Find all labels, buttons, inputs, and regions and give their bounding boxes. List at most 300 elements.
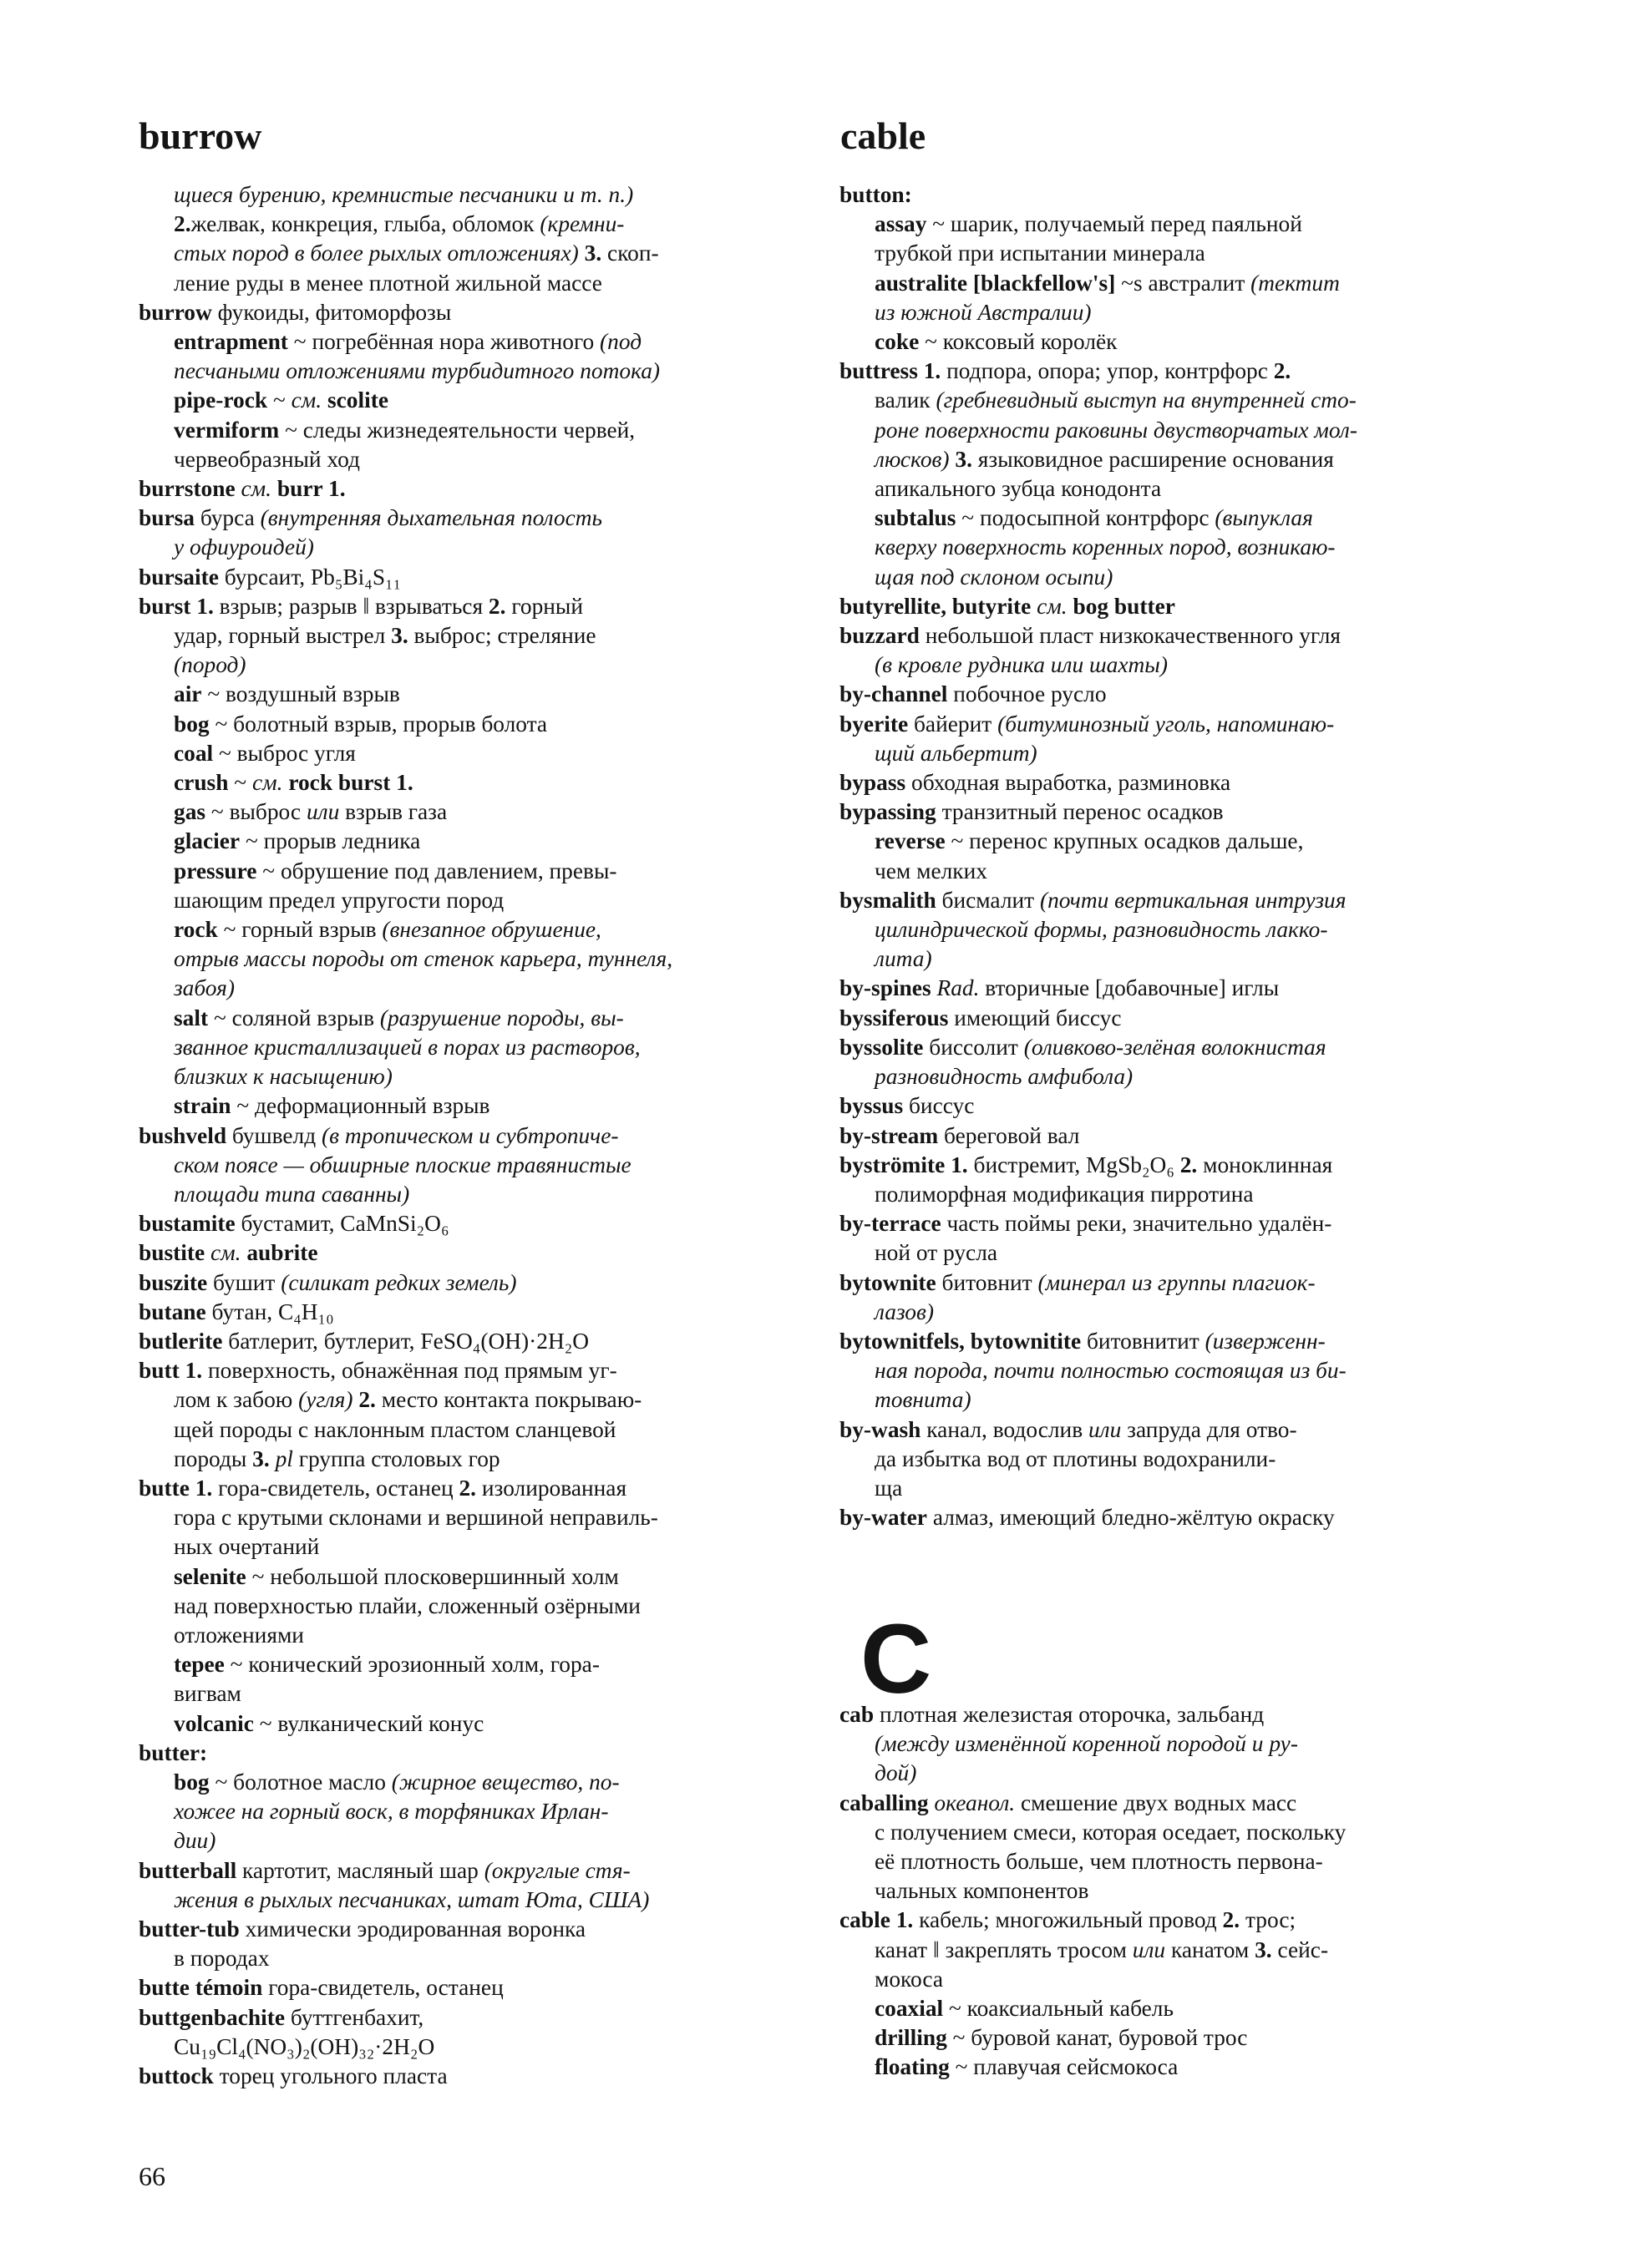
headword: byssus [839, 1093, 904, 1119]
entry-line [839, 797, 1499, 827]
entry-line [139, 1445, 799, 1474]
definition-text [205, 1240, 210, 1265]
definition-text: трубкой при испытании минерала [875, 240, 1205, 266]
headword: reverse [875, 828, 946, 854]
headword: butane [139, 1299, 206, 1324]
entry-line [139, 1062, 799, 1091]
definition-text: поверхность, обнажённая под прямым уг- [202, 1358, 617, 1384]
headword: butte témoin [139, 1975, 263, 2001]
italic-gloss: цилиндрической формы, разновидность лакко- [875, 917, 1328, 943]
entry-line [139, 1768, 799, 1797]
entry-line [139, 1886, 799, 1915]
definition-text: бушит [207, 1269, 281, 1295]
entry-line [839, 1298, 1499, 1327]
definition-text: горный [505, 593, 583, 619]
entry-line [839, 915, 1499, 944]
italic-gloss: ная порода, почти полностью состоящая из би- [875, 1358, 1347, 1384]
definition-text: сейс- [1271, 1936, 1329, 1962]
definition-text: запруда для отво- [1121, 1416, 1297, 1442]
italic-gloss: см. [241, 476, 272, 502]
headword: butt 1. [139, 1358, 203, 1384]
definition-text: ~ болотное масло [209, 1769, 392, 1795]
entry-line [839, 1327, 1499, 1356]
headword: burst 1. [139, 593, 214, 619]
entry-line [839, 474, 1499, 504]
headword: 3. [955, 446, 972, 472]
italic-gloss: (минерал из группы плагиок- [1037, 1269, 1316, 1295]
entry-line [139, 592, 799, 621]
headword: burrow [139, 299, 212, 325]
italic-gloss: (под [600, 329, 642, 355]
italic-gloss: (тектит [1250, 270, 1340, 296]
definition-text: ~ деформационный взрыв [231, 1093, 490, 1119]
left-running-head: burrow [139, 114, 262, 157]
headword: bog butter [1067, 593, 1175, 619]
entry-line [839, 974, 1499, 1003]
entry-line [139, 1385, 799, 1415]
italic-gloss: площади типа саванны) [174, 1181, 410, 1207]
entry-line [839, 1994, 1499, 2023]
entry-line [839, 298, 1499, 327]
entry-line [839, 1789, 1499, 1818]
headword: bytownitfels, bytownitite [839, 1328, 1082, 1354]
definition-text [270, 1446, 276, 1471]
italic-gloss: (разрушение породы, вы- [379, 1005, 624, 1030]
entry-line [139, 739, 799, 768]
definition-text: ных очертаний [174, 1534, 320, 1560]
entry-line [839, 1238, 1499, 1268]
headword: selenite [174, 1563, 246, 1589]
headword: air [174, 681, 202, 707]
definition-text: картотит, масляный шар [236, 1857, 484, 1883]
italic-gloss: (кремни- [540, 211, 625, 237]
entry-line [139, 210, 799, 239]
entry-line [139, 710, 799, 739]
italic-gloss: щая под склоном осыпи) [875, 564, 1113, 590]
entry-line [839, 239, 1499, 268]
entry-line [839, 210, 1499, 239]
entry-line [139, 857, 799, 886]
definition-text: ~ [267, 387, 292, 413]
definition-text: плотная железистая оторочка, зальбанд [874, 1702, 1265, 1727]
headword: bytownite [839, 1269, 936, 1295]
definition-text: валик [875, 387, 936, 413]
headword: by-wash [839, 1416, 921, 1442]
entry-line [839, 1936, 1499, 1965]
definition-text: ~ [228, 770, 252, 796]
definition-text: ~ воздушный взрыв [201, 681, 400, 707]
entry-line [839, 1700, 1499, 1729]
definition-text: бушвелд [226, 1122, 322, 1148]
entry-line [839, 621, 1499, 651]
headword: 3. [1255, 1936, 1272, 1962]
italic-gloss: щиеся бурению, кремнистые песчаники и т. п.) [174, 182, 634, 207]
headword: 2. [352, 1387, 376, 1413]
entry-line [839, 1415, 1499, 1445]
definition-text: ~ конический эрозионный холм, гора- [224, 1652, 600, 1678]
headword: glacier [174, 828, 241, 854]
definition-text: кабель; многожильный провод [913, 1907, 1223, 1933]
italic-gloss: ском поясе — обширные плоские травянистые [174, 1152, 631, 1177]
headword: crush [174, 770, 229, 796]
definition-text: торец угольного пласта [213, 2063, 448, 2088]
headword: coaxial [875, 1996, 944, 2022]
headword: buttgenbachite [139, 2004, 286, 2030]
entry-line [839, 592, 1499, 621]
headword: 3. [252, 1445, 270, 1471]
headword: cable 1. [839, 1907, 914, 1933]
italic-gloss: или [1088, 1416, 1122, 1442]
entry-line [839, 768, 1499, 797]
italic-gloss: забоя) [174, 975, 235, 1001]
definition-text: скоп- [601, 240, 659, 266]
entry-line [839, 1847, 1499, 1876]
italic-gloss: см. [251, 770, 283, 796]
entry-line [839, 327, 1499, 357]
definition-text: ~ коксовый королёк [919, 329, 1118, 355]
definition-text: над поверхностью плайи, сложенный озёрными [174, 1592, 641, 1618]
italic-gloss: или [306, 799, 340, 825]
definition-text: отложениями [174, 1622, 304, 1648]
headword: burr 1. [271, 476, 346, 502]
entry-line [139, 1209, 799, 1238]
italic-gloss: (внутренняя дыхательная полость [260, 505, 603, 531]
definition-text: да избытка вод от плотины водохранили- [875, 1445, 1276, 1471]
entry-line [139, 298, 799, 327]
italic-gloss: дии) [174, 1828, 216, 1854]
italic-gloss: щий альбертит) [875, 740, 1037, 766]
entry-line [839, 857, 1499, 886]
headword: butterball [139, 1857, 237, 1883]
definition-text: биссолит [923, 1034, 1024, 1060]
headword: 2. [488, 593, 506, 619]
entry-line [139, 680, 799, 709]
entry-line [139, 974, 799, 1003]
definition-text: бустамит, CaMnSi₂O₆ [235, 1211, 449, 1237]
entry-line [139, 1327, 799, 1356]
entry-line [839, 1503, 1499, 1532]
headword: aubrite [241, 1240, 318, 1266]
headword: tepee [174, 1652, 225, 1678]
headword: bustamite [139, 1211, 236, 1237]
entry-line [839, 1091, 1499, 1121]
headword: butlerite [139, 1328, 223, 1354]
definition-text: ща [875, 1475, 903, 1501]
headword: vermiform [174, 417, 280, 443]
definition-text [236, 476, 241, 501]
headword: strain [174, 1093, 231, 1119]
headword: bysmalith [839, 887, 936, 913]
headword: bursaite [139, 564, 219, 590]
definition-text: смешение двух водных масс [1015, 1790, 1297, 1815]
entry-line [139, 886, 799, 915]
entry-line [139, 1739, 799, 1768]
definition-text: ~ небольшой плосковершинный холм [246, 1563, 619, 1589]
italic-gloss: люсков) [875, 446, 956, 472]
headword: volcanic [174, 1710, 254, 1736]
entry-line [139, 1650, 799, 1679]
headword: byssiferous [839, 1005, 949, 1030]
entry-line [139, 1298, 799, 1327]
entry-line [139, 1356, 799, 1385]
entry-line [839, 1356, 1499, 1385]
italic-gloss: (пород) [174, 652, 246, 678]
headword: buttress 1. [839, 358, 941, 384]
definition-text: удар, горный выстрел [174, 623, 392, 649]
entry-line [139, 1268, 799, 1298]
entry-line [839, 504, 1499, 533]
entry-line [139, 386, 799, 415]
entry-line [139, 1592, 799, 1621]
headword: by-stream [839, 1122, 939, 1148]
definition-text: бисмалит [936, 887, 1040, 913]
entry-line [139, 1532, 799, 1562]
right-column-top [839, 180, 1499, 1532]
definition-text: ~ болотный взрыв, прорыв болота [209, 711, 548, 737]
definition-text: ление руды в менее плотной жильной массе [174, 270, 602, 296]
headword: caballing [839, 1790, 929, 1815]
headword: entrapment [174, 329, 288, 355]
entry-line [839, 1151, 1499, 1180]
entry-line [139, 533, 799, 562]
entry-line [839, 1965, 1499, 1994]
definition-text: чем мелких [875, 858, 987, 883]
definition-text: канат ‖ закреплять тросом [875, 1936, 1133, 1962]
italic-gloss: (битуминозный уголь, напоминаю- [997, 711, 1335, 737]
italic-gloss: см. [210, 1240, 241, 1266]
italic-gloss: дой) [875, 1760, 917, 1786]
entry-line [139, 2033, 799, 2062]
headword: button: [839, 182, 912, 207]
definition-text: группа столовых гор [292, 1445, 500, 1471]
entry-line [139, 1709, 799, 1739]
headword: coal [174, 740, 214, 766]
left-column [139, 180, 799, 2091]
definition-text: байерит [908, 711, 998, 737]
entry-line [839, 1906, 1499, 1935]
entry-line [839, 1121, 1499, 1151]
headword: butte 1. [139, 1475, 213, 1501]
entry-line [139, 445, 799, 474]
entry-line [139, 1238, 799, 1268]
page-number: 66 [139, 2161, 165, 2191]
definition-text: Cu₁₉Cl₄(NO₃)₂(OH)₃₂·2H₂O [174, 2033, 435, 2059]
italic-gloss: разновидность амфибола) [875, 1064, 1134, 1090]
headword: floating [875, 2054, 950, 2080]
entry-line [839, 1004, 1499, 1033]
headword: bursa [139, 505, 195, 531]
definition-text: ~ выброс угля [213, 740, 356, 766]
entry-line [139, 2062, 799, 2091]
definition-text: имеющий биссус [948, 1005, 1122, 1030]
headword: burrstone [139, 476, 236, 502]
entry-line [139, 797, 799, 827]
entry-line [839, 1445, 1499, 1474]
entry-line [139, 1121, 799, 1151]
definition-text: ~ погребённая нора животного [287, 329, 601, 355]
entry-line [139, 1151, 799, 1180]
entry-line [839, 416, 1499, 445]
right-running-head: cable [840, 114, 926, 157]
definition-text: её плотность больше, чем плотность первона- [875, 1849, 1323, 1875]
definition-text: бурсаит, Pb₅Bi₄S₁₁ [218, 564, 402, 590]
italic-gloss: кверху поверхность коренных пород, возникаю- [875, 534, 1336, 560]
definition-text: ~s австралит [1115, 270, 1251, 296]
italic-gloss: (гребневидный выступ на внутренней сто- [936, 387, 1357, 413]
definition-text: обходная выработка, разминовка [905, 770, 1231, 796]
definition-text: ~ перенос крупных осадков дальше, [945, 828, 1304, 854]
definition-text: вторичные [добавочные] иглы [979, 975, 1280, 1001]
entry-line [839, 445, 1499, 474]
definition-text: транзитный перенос осадков [936, 799, 1224, 825]
italic-gloss: (жирное вещество, по- [391, 1769, 620, 1795]
headword: bypass [839, 770, 906, 796]
definition-text: место контакта покрываю- [375, 1387, 642, 1413]
italic-gloss: (в тропическом и субтропиче- [321, 1122, 619, 1148]
entry-line [839, 1268, 1499, 1298]
definition-text: ~ коаксиальный кабель [943, 1996, 1174, 2022]
entry-line [839, 1818, 1499, 1847]
definition-text: изолированная [476, 1475, 627, 1501]
entry-line [839, 1474, 1499, 1503]
entry-line [839, 1759, 1499, 1788]
italic-gloss: (угля) [298, 1387, 353, 1413]
entry-line [139, 1562, 799, 1592]
headword: 2. [1222, 1907, 1240, 1933]
entry-line [139, 327, 799, 357]
headword: subtalus [875, 505, 956, 531]
entry-line [839, 386, 1499, 415]
headword: bypassing [839, 799, 936, 825]
headword: butter-tub [139, 1916, 240, 1941]
headword: 2. [1179, 1152, 1198, 1177]
entry-line [139, 1621, 799, 1650]
entry-line [139, 1826, 799, 1855]
definition-text: ~ соляной взрыв [208, 1005, 380, 1030]
definition-text: гора с крутыми склонами и вершиной неправиль- [174, 1505, 658, 1531]
headword: bushveld [139, 1122, 227, 1148]
entry-line [139, 504, 799, 533]
definition-text: с получением смеси, которая оседает, поскольку [875, 1819, 1347, 1845]
headword: byströmite 1. [839, 1152, 968, 1177]
headword: gas [174, 799, 206, 825]
italic-gloss: хожее на горный воск, в торфяниках Ирлан- [174, 1799, 609, 1825]
headword: salt [174, 1005, 209, 1030]
definition-text: ~ горный взрыв [217, 917, 383, 943]
definition-text: лом к забою [174, 1387, 299, 1413]
headword: 3. [584, 240, 602, 266]
headword: byssolite [839, 1034, 924, 1060]
definition-text: алмаз, имеющий бледно-жёлтую окраску [926, 1505, 1335, 1531]
entry-line [839, 1033, 1499, 1062]
headword: pressure [174, 858, 257, 883]
entry-line [139, 768, 799, 797]
definition-text: канал, водослив [921, 1416, 1088, 1442]
entry-line [139, 621, 799, 651]
entry-line [139, 651, 799, 680]
definition-text: шающим предел упругости пород [174, 887, 505, 913]
definition-text: гора-свидетель, останец [212, 1475, 459, 1501]
italic-gloss: pl [275, 1445, 293, 1471]
headword: 3. [391, 623, 408, 649]
entry-line [139, 2003, 799, 2033]
entry-line [139, 474, 799, 504]
entry-line [839, 2023, 1499, 2053]
entry-line [839, 1729, 1499, 1759]
definition-text: битовнитит [1081, 1328, 1205, 1354]
headword: scolite [322, 387, 388, 413]
headword: pipe-rock [174, 387, 268, 413]
definition-text: желвак, конкреция, глыба, обломок [190, 211, 540, 237]
headword: buzzard [839, 623, 920, 649]
definition-text: небольшой пласт низкокачественного угля [919, 623, 1341, 649]
headword: drilling [875, 2025, 947, 2051]
definition-text: ~ подосыпной контрфорс [956, 505, 1215, 531]
entry-line [839, 1209, 1499, 1238]
headword: 2. [174, 211, 191, 237]
definition-text: ~ следы жизнедеятельности червей, [279, 417, 636, 443]
entry-line [839, 886, 1499, 915]
entry-line [839, 357, 1499, 386]
definition-text: гора-свидетель, останец [262, 1975, 504, 2001]
headword: by-water [839, 1505, 927, 1531]
entry-line [839, 1062, 1499, 1091]
entry-line [839, 739, 1499, 768]
entry-line [839, 710, 1499, 739]
entry-line [839, 680, 1499, 709]
entry-line [139, 1474, 799, 1503]
entry-line [139, 239, 799, 268]
entry-line [139, 563, 799, 592]
right-column-bottom [839, 1700, 1499, 2083]
definition-text: ~ прорыв ледника [240, 828, 421, 854]
definition-text: побочное русло [947, 681, 1107, 707]
definition-text: ~ обрушение под давлением, превы- [256, 858, 617, 883]
definition-text: бурса [194, 505, 261, 531]
definition-text: трос; [1240, 1907, 1296, 1933]
definition-text: моноклинная [1197, 1152, 1333, 1177]
entry-line [139, 357, 799, 386]
entry-line [839, 533, 1499, 562]
entry-line [839, 180, 1499, 210]
definition-text: ной от русла [875, 1240, 998, 1266]
italic-gloss: стых пород в более рыхлых отложениях) [174, 240, 585, 266]
italic-gloss: или [1132, 1936, 1166, 1962]
entry-line [839, 2053, 1499, 2082]
headword: byerite [839, 711, 909, 737]
definition-text: выброс; стреляние [408, 623, 596, 649]
headword: buttock [139, 2063, 214, 2088]
entry-line [139, 1415, 799, 1445]
italic-gloss: (силикат редких земель) [281, 1269, 517, 1295]
entry-line [139, 1915, 799, 1944]
headword: by-spines [839, 975, 931, 1001]
headword: by-terrace [839, 1211, 941, 1237]
entry-line [839, 1876, 1499, 1906]
definition-text: ~ плавучая сейсмокоса [949, 2054, 1179, 2080]
entry-line [139, 915, 799, 944]
definition-text: породы [174, 1445, 253, 1471]
headword: butyrellite, butyrite [839, 593, 1032, 619]
definition-text: бутан, C₄H₁₀ [205, 1299, 334, 1324]
entry-line [139, 1679, 799, 1709]
entry-line [139, 827, 799, 856]
definition-text: взрыв газа [339, 799, 448, 825]
definition-text: ~ шарик, получаемый перед паяльной [926, 211, 1302, 237]
definition-text: биссус [903, 1093, 975, 1119]
definition-text: ~ выброс [205, 799, 307, 825]
entry-line [839, 563, 1499, 592]
